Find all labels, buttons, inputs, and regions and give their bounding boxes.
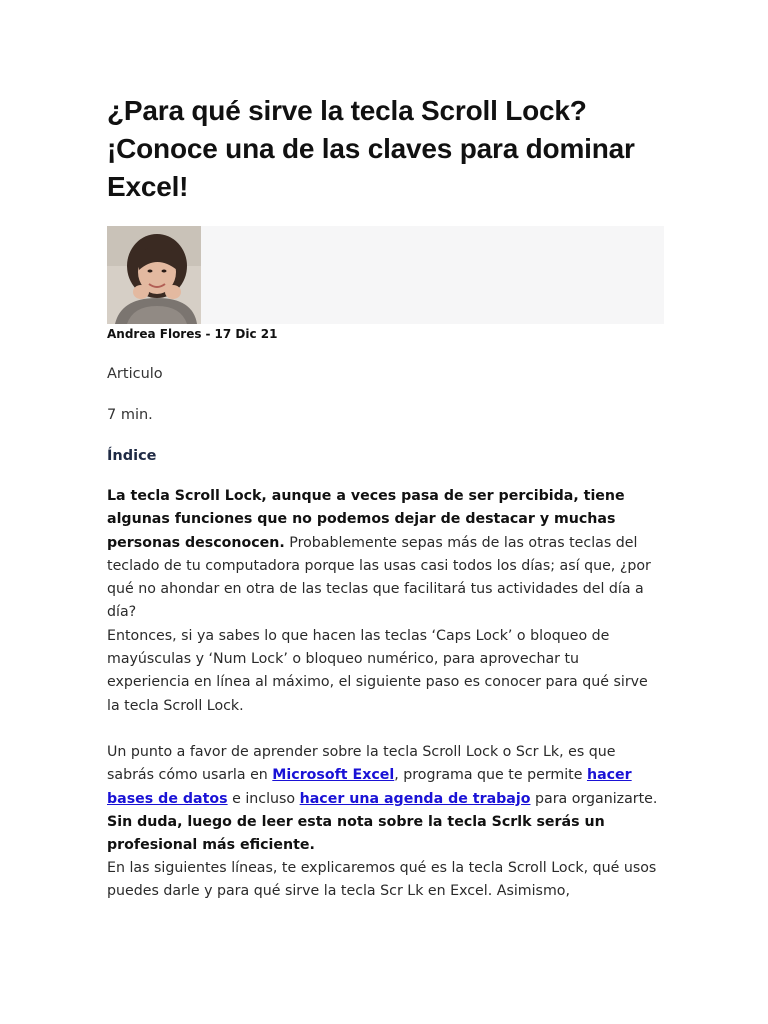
meta-separator: - — [205, 327, 211, 341]
p2-bold: Sin duda, luego de leer esta nota sobre la tecla Scrlk serás un profesional más eficiente. — [107, 813, 605, 854]
author-box — [107, 226, 664, 324]
article-title: ¿Para qué sirve la tecla Scroll Lock? ¡Conoce una de las claves para dominar Excel! — [107, 95, 635, 202]
publish-date: 17 Dic 21 — [214, 327, 278, 341]
p2-text-d: para organizarte. — [530, 790, 658, 807]
author-name: Andrea Flores — [107, 327, 202, 341]
intro-text-2: Entonces, si ya sabes lo que hacen las teclas ‘Caps Lock’ o bloqueo de mayúsculas y ‘Num Lock’ o bloqueo numérico, para aprovechar tu experiencia en línea al máximo, el siguiente paso es conocer para qué sirve la tecla Scroll Lock. — [107, 627, 648, 714]
intro-bold: La tecla Scroll Lock, aunque a veces pasa de ser percibida, tiene algunas funciones que no podemos dejar de destacar y muchas personas desconocen. — [107, 488, 625, 551]
author-photo — [107, 226, 201, 324]
table-of-contents-toggle[interactable]: Índice — [107, 448, 157, 464]
intro-paragraph — [107, 485, 663, 718]
p2-text-c: e incluso — [227, 790, 300, 807]
intro-text: Probablemente sepas más de las otras teclas del teclado de tu computadora porque las usas casi todos los días; así que, ¿por qué no ahondar en otra de las teclas que facilitará tus actividades del día a día? — [107, 534, 651, 621]
overview-paragraph: En las siguientes líneas, te explicaremos qué es la tecla Scroll Lock, qué usos puedes darle y para qué sirve la tecla Scr Lk en Excel. Asimismo, — [107, 860, 657, 900]
excel-paragraph — [107, 741, 663, 857]
agenda-de-trabajo-link[interactable]: hacer una agenda de trabajo — [299, 790, 531, 807]
microsoft-excel-link[interactable]: Microsoft Excel — [272, 767, 395, 784]
read-time: 7 min. — [107, 407, 153, 423]
p2-text-a: Un punto a favor de aprender sobre la tecla Scroll Lock o Scr Lk, es que sabrás cómo usarla en — [107, 744, 616, 784]
p2-text-b: , programa que te permite — [394, 767, 587, 784]
author-meta — [107, 325, 277, 343]
author-avatar — [107, 226, 201, 324]
article-category: Articulo — [107, 366, 163, 382]
bases-de-datos-link[interactable]: hacer bases de datos — [107, 767, 632, 807]
